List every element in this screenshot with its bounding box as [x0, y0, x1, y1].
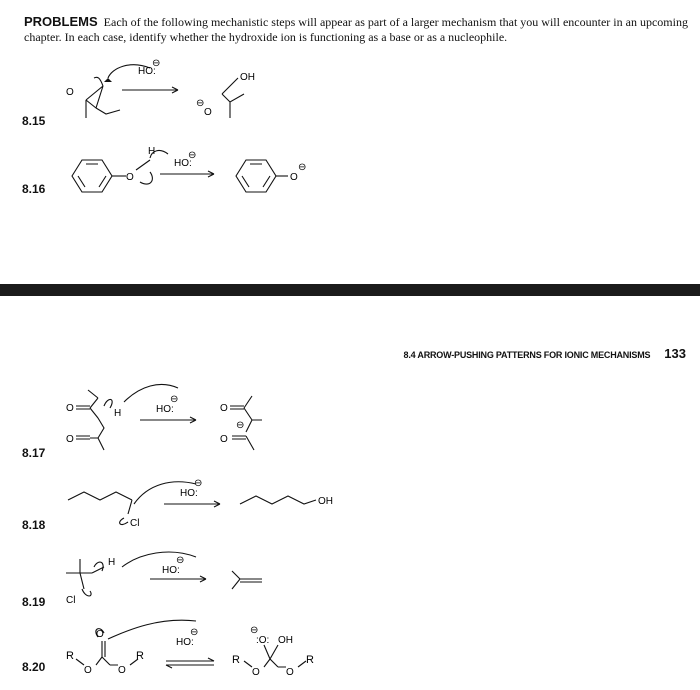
reaction-8-19	[0, 545, 700, 615]
hydroxide-charge: ⊖	[194, 478, 203, 489]
problems-instructions: Each of the following mechanistic steps will appear as part of a larger mechanism that you will encounter in an upcoming chapter. In each case, identify whether the hydroxide ion is functioning as a base or as a nucleophile.	[24, 15, 688, 44]
carbanion-charge: ⊖	[236, 420, 245, 431]
hydroxide-reagent: HO:	[138, 66, 156, 77]
problems-heading: PROBLEMS	[24, 14, 98, 29]
running-header	[404, 345, 686, 363]
product-hydroxyl: OH	[240, 72, 255, 83]
ketone-oxygen-2: O	[66, 434, 74, 445]
ester-oxygen-left: O	[84, 665, 92, 676]
problem-number-8-15: 8.15	[22, 114, 46, 128]
phenol-oxygen: O	[126, 172, 134, 183]
reaction-8-18	[0, 470, 700, 530]
r-group-right: R	[136, 650, 144, 662]
problem-number-8-20: 8.20	[22, 660, 46, 674]
tetrahedral-hydroxyl: OH	[278, 635, 293, 646]
beta-hydrogen: H	[108, 557, 116, 568]
page-divider-band	[0, 284, 700, 296]
reaction-8-15	[0, 50, 700, 130]
product-oxygen-right: O	[286, 667, 294, 678]
page-number: 133	[664, 346, 686, 361]
problem-number-8-19: 8.19	[22, 595, 46, 609]
hydroxide-charge: ⊖	[190, 627, 199, 638]
hydroxide-charge: ⊖	[170, 394, 179, 405]
phenoxide-charge: ⊖	[298, 162, 307, 173]
problem-number-8-17: 8.17	[22, 446, 46, 460]
section-title: 8.4 ARROW-PUSHING PATTERNS FOR IONIC MECHANISMS	[403, 350, 651, 360]
alkoxide-charge: ⊖	[250, 625, 259, 636]
product-oxygen-left: O	[252, 667, 260, 678]
product-r-group-right: R	[306, 654, 314, 666]
problem-number-8-18: 8.18	[22, 518, 46, 532]
alkoxide-oxygen: :O:	[256, 635, 270, 646]
hydroxide-reagent: HO:	[162, 565, 180, 576]
problem-number-8-16: 8.16	[22, 182, 46, 196]
product-hydroxyl: OH	[318, 496, 333, 507]
ester-oxygen-right: O	[118, 665, 126, 676]
hydroxide-charge: ⊖	[176, 555, 185, 566]
problems-intro	[24, 14, 688, 45]
enolate-oxygen-1: O	[220, 403, 228, 414]
enolate-oxygen-2: O	[220, 434, 228, 445]
hydroxide-reagent: HO:	[156, 404, 174, 415]
alkoxide-oxygen: O	[204, 107, 212, 118]
ketone-oxygen-1: O	[66, 403, 74, 414]
leaving-chlorine: Cl	[66, 595, 76, 606]
leaving-chlorine: Cl	[130, 518, 140, 529]
r-group-left: R	[66, 650, 74, 662]
hydroxide-charge: ⊖	[188, 150, 197, 161]
epoxide-oxygen: O	[66, 87, 74, 98]
hydroxide-reagent: HO:	[174, 158, 192, 169]
phenol-hydrogen: H	[148, 146, 156, 157]
hydroxide-reagent: HO:	[180, 488, 198, 499]
product-r-group-left: R	[232, 654, 240, 666]
reaction-8-20	[0, 615, 700, 687]
hydroxide-charge: ⊖	[152, 58, 161, 69]
alkoxide-charge: ⊖	[196, 98, 205, 109]
acidic-hydrogen: H	[114, 408, 122, 419]
hydroxide-reagent: HO:	[176, 637, 194, 648]
reaction-8-17	[0, 380, 700, 460]
carbonyl-oxygen: O	[96, 629, 104, 640]
phenoxide-oxygen: O	[290, 172, 298, 183]
reaction-8-16	[0, 140, 700, 200]
